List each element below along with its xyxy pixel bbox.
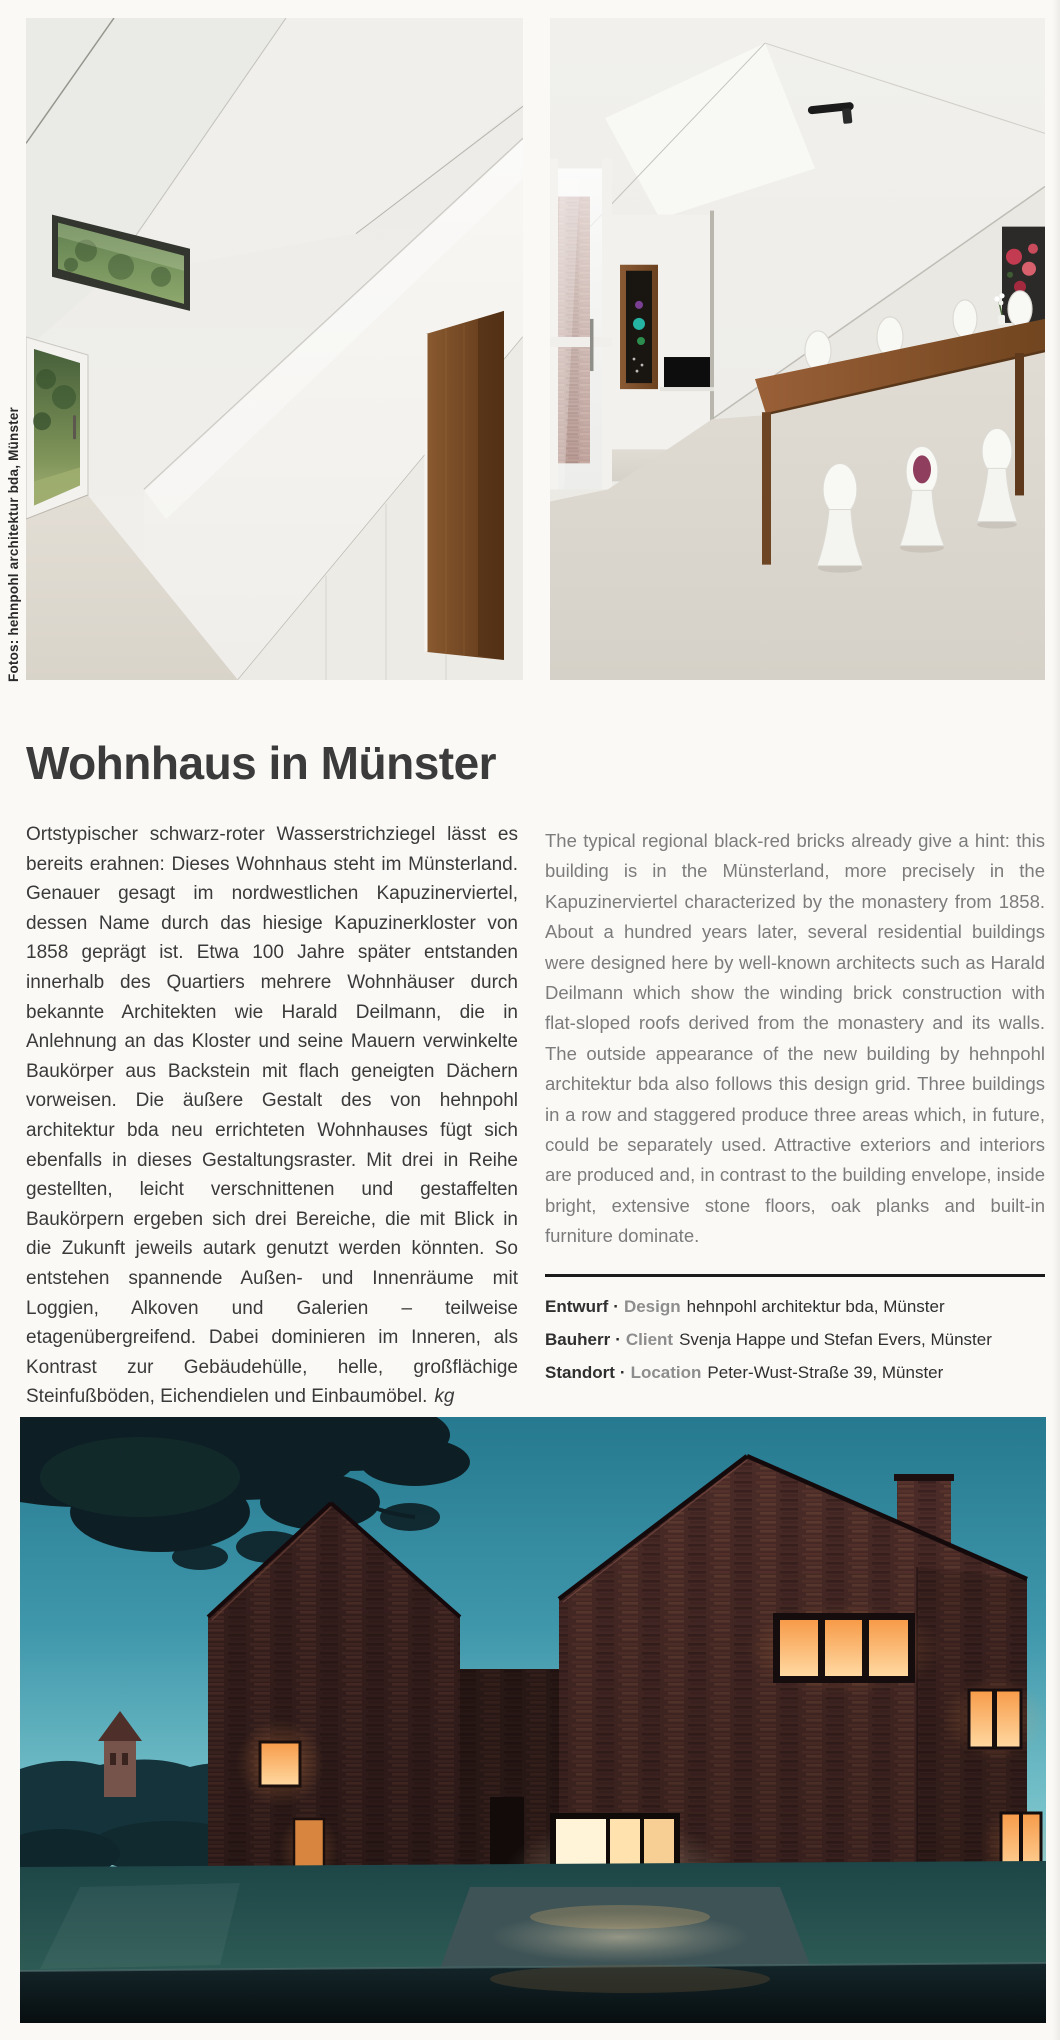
window-glowing: [260, 1742, 300, 1786]
article-english: [545, 826, 1045, 1252]
article-german: [26, 820, 518, 1412]
loggia-window-band: [780, 1620, 908, 1676]
garden-door: [26, 337, 88, 520]
exterior-dusk-illustration: [20, 1417, 1046, 2023]
fireplace: [664, 357, 710, 387]
interior-dining-illustration: [550, 18, 1045, 680]
article-german-text: Ortstypischer schwarz-roter Wasserstrichziegel lässt es bereits erahnen: Dieses Wohnhaus steht im Münsterland. Genauer gesagt im nordwestlichen Kapuzinerviertel, dessen Name durch das hiesige Kapuzinerkloster von 1858 geprägt ist. Etwa 100 Jahre später entstanden innerhalb des Quartiers mehrere Wohnhäuser durch bekannte Architekten wie Harald Deilmann, die in Anlehnung an das Kloster und seine Mauern verwinkelte Baukörper aus Backstein mit flach geneigten Dächern vorweisen. Die äußere Gestalt des von hehnpohl architektur bda neu errichteten Wohnhauses fügt sich ebenfalls in dieses Gestaltungsraster. Mit drei in Reihe gestellten, leicht verschnittenen und gestaffelten Baukörpern ergeben sich drei Bereiche, die mit Blick in die Zukunft jeweils autark genutzt werden könnten. So entstehen spannende Außen- und Innenräume mit Loggien, Alkoven und Galerien – teilweise etagenübergreifend. Dabei dominieren im Inneren, als Kontrast zur Gebäudehülle, helle, großflächige Steinfußböden, Eichendielen und Einbaumöbel.: [26, 824, 518, 1408]
page-title: Wohnhaus in Münster: [26, 737, 497, 789]
credit-row-design: [545, 1290, 1057, 1323]
credit-separator: ·: [619, 1363, 626, 1382]
credit-label-de: Standort: [545, 1363, 615, 1382]
credit-separator: ·: [615, 1330, 621, 1349]
credit-label-en: Client: [625, 1330, 674, 1349]
credit-row-location: [545, 1356, 1057, 1389]
interior-staircase-illustration: [26, 18, 523, 680]
credit-label-de: Entwurf: [545, 1297, 609, 1316]
credit-separator: ·: [613, 1297, 619, 1316]
lawn: [20, 1861, 1046, 1971]
photo-interior-dining: [550, 18, 1045, 680]
divider-rule: [545, 1274, 1045, 1277]
author-initials: kg: [434, 1386, 455, 1408]
credits-block: [545, 1290, 1057, 1389]
credit-value: hehnpohl architektur bda, Münster: [686, 1297, 945, 1316]
photo-exterior-dusk: [20, 1417, 1046, 2023]
foreground-paving: [20, 1963, 1046, 2023]
article-english-text: The typical regional black-red bricks already give a hint: this building is in the Münsterland, more precisely in the Kapuzinerviertel characterized by the monastery from 1858. About a hundred years later, several residential buildings were designed here by well-known architects such as Harald Deilmann which show the winding brick construction with flat-sloped roofs derived from the monastery and its walls. The outside appearance of the new building by hehnpohl architektur bda also follows this design grid. Three buildings in a row and staggered produce three areas which, in future, could be separately used. Attractive exteriors and interiors are produced and, in contrast to the building envelope, inside bright, extensive stone floors, oak planks and built-in furniture dominate.: [545, 830, 1045, 1247]
photo-credit-vertical: Fotos: hehnpohl architektur bda, Münster: [6, 406, 21, 682]
credit-label-en: Design: [623, 1297, 681, 1316]
credit-label-de: Bauherr: [545, 1330, 611, 1349]
door-handle: [590, 319, 594, 371]
credit-value: Peter-Wust-Straße 39, Münster: [707, 1363, 944, 1382]
photo-interior-staircase: [26, 18, 523, 680]
credit-value: Svenja Happe und Stefan Evers, Münster: [679, 1330, 992, 1349]
credit-row-client: [545, 1323, 1057, 1356]
walnut-niche: [426, 311, 504, 660]
credit-label-en: Location: [630, 1363, 702, 1382]
